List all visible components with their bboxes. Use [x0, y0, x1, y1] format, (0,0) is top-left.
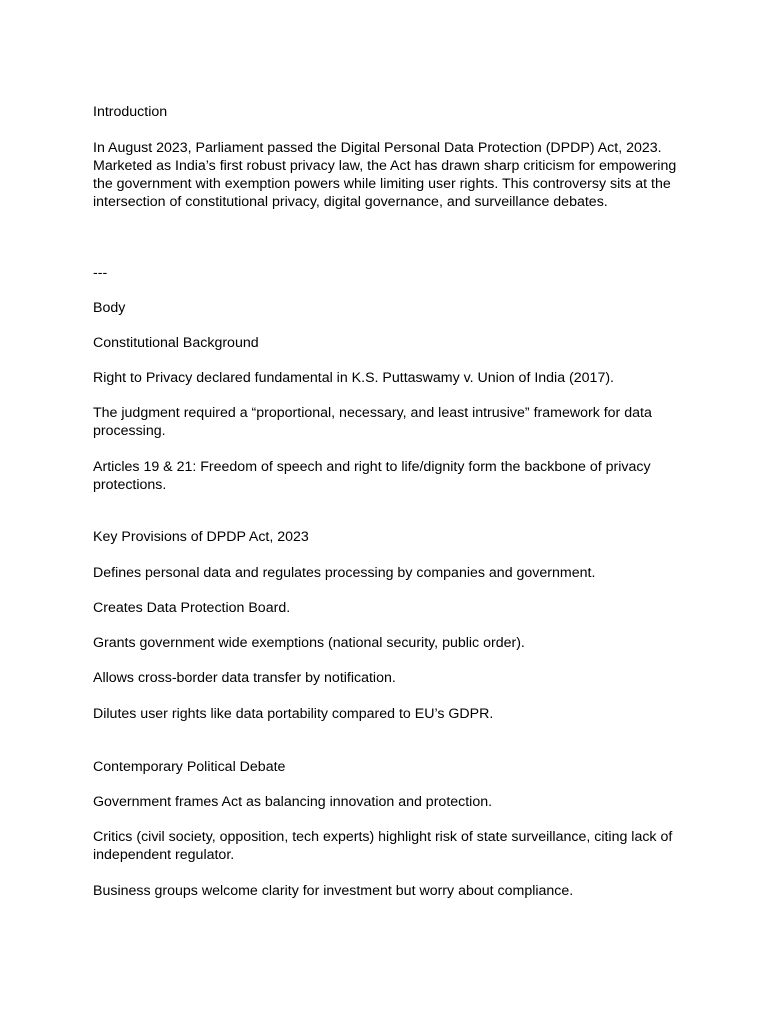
provision-point: Grants government wide exemptions (national security, public order).: [93, 635, 525, 651]
constitutional-point: Articles 19 & 21: Freedom of speech and right to life/dignity form the backbone of privacy protections.: [93, 459, 651, 493]
constitutional-point: The judgment required a “proportional, necessary, and least intrusive” framework for data processing.: [93, 405, 652, 439]
intro-paragraph: In August 2023, Parliament passed the Digital Personal Data Protection (DPDP) Act, 2023. Marketed as India’s first robust privacy law, the Act has drawn sharp criticism for empowering the government with exemption powers while limiting user rights. This controversy sits at the intersection of constitutional privacy, digital governance, and surveillance debates.: [93, 140, 677, 210]
constitutional-heading: Constitutional Background: [93, 335, 259, 351]
provision-point: Allows cross-border data transfer by notification.: [93, 670, 396, 686]
provision-point: Dilutes user rights like data portability compared to EU’s GDPR.: [93, 706, 494, 722]
debate-heading: Contemporary Political Debate: [93, 759, 286, 775]
provision-point: Creates Data Protection Board.: [93, 600, 291, 616]
debate-point: Government frames Act as balancing innovation and protection.: [93, 794, 493, 810]
constitutional-point: Right to Privacy declared fundamental in K.S. Puttaswamy v. Union of India (2017).: [93, 370, 614, 386]
debate-point: Business groups welcome clarity for investment but worry about compliance.: [93, 883, 574, 899]
section-separator: ---: [93, 265, 108, 281]
provision-point: Defines personal data and regulates processing by companies and government.: [93, 565, 596, 581]
provisions-heading: Key Provisions of DPDP Act, 2023: [93, 529, 309, 545]
intro-heading: Introduction: [93, 104, 168, 120]
debate-point: Critics (civil society, opposition, tech experts) highlight risk of state surveillance, citing lack of independent regulator.: [93, 829, 673, 863]
body-heading: Body: [93, 300, 126, 316]
